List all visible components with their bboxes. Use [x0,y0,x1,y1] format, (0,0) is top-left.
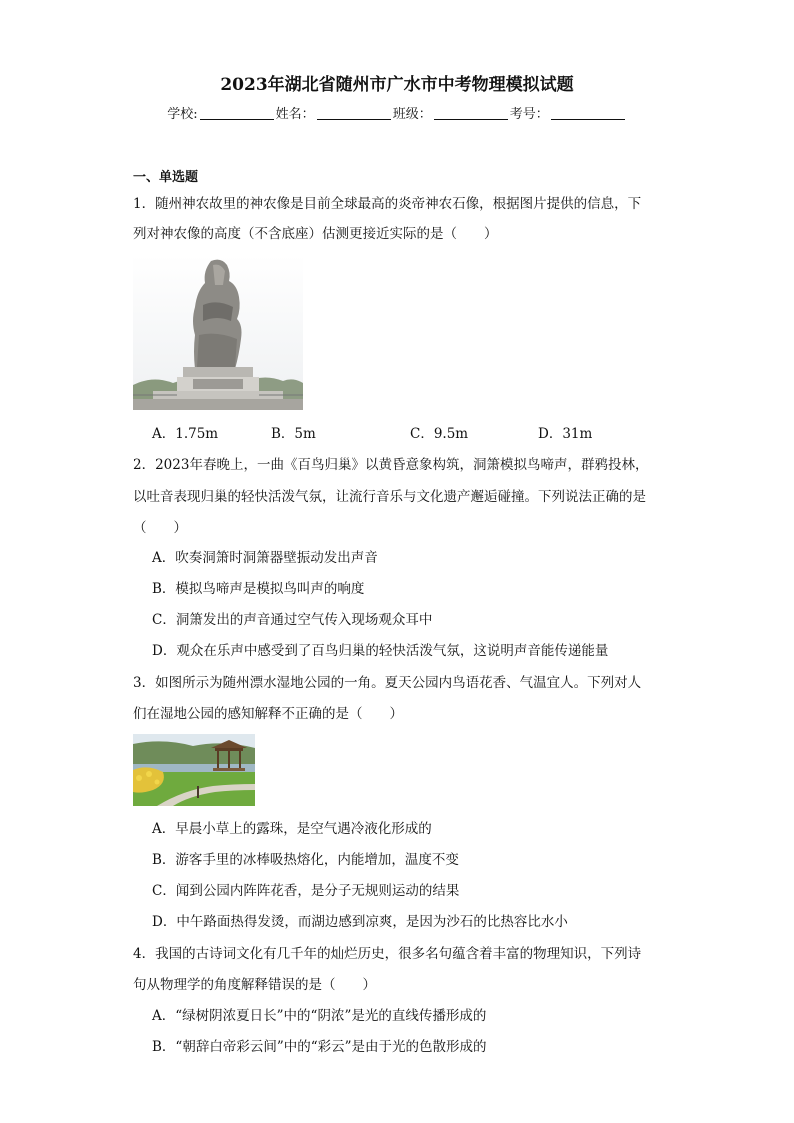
q1-line1: 1．随州神农故里的神农像是目前全球最高的炎帝神农石像，根据图片提供的信息，下 [133,196,642,212]
class-blank[interactable] [434,107,508,120]
park-picture [133,734,255,806]
q2-line2: 以吐音表现归巢的轻快活泼气氛，让流行音乐与文化遗产邂逅碰撞。下列说法正确的是 [133,489,646,505]
section-heading: 一、单选题 [133,170,199,185]
q4-option-a[interactable]: A．“绿树阴浓夏日长”中的“阴浓”是光的直线传播形成的 [152,1008,487,1024]
q2-option-d[interactable]: D．观众在乐声中感受到了百鸟归巢的轻快活泼气氛，这说明声音能传递能量 [152,643,609,659]
q4-option-b[interactable]: B．“朝辞白帝彩云间”中的“彩云”是由于光的色散形成的 [152,1039,487,1055]
q3-option-a[interactable]: A．早晨小草上的露珠，是空气遇冷液化形成的 [152,821,432,837]
q1-option-a[interactable]: A．1.75m [152,426,219,442]
statue-picture [133,255,303,410]
name-blank[interactable] [317,107,391,120]
exam-title: 2023年湖北省随州市广水市中考物理模拟试题 [220,75,574,95]
q3-option-d[interactable]: D．中午路面热得发烫，而湖边感到凉爽，是因为沙石的比热容比水小 [152,914,568,930]
q2-option-c[interactable]: C．洞箫发出的声音通过空气传入现场观众耳中 [152,612,433,628]
number-label: 考号： [509,107,549,122]
q4-line1: 4．我国的古诗词文化有几千年的灿烂历史，很多名句蕴含着丰富的物理知识，下列诗 [133,946,642,962]
class-label: 班级： [392,107,432,122]
q2-line3: （ ） [133,520,187,536]
number-blank[interactable] [551,107,625,120]
q2-line1: 2．2023年春晚上，一曲《百鸟归巢》以黄昏意象构筑，洞箫模拟鸟啼声，群鸦投林， [133,457,649,473]
q3-line1: 3．如图所示为随州漂水湿地公园的一角。夏天公园内鸟语花香、气温宜人。下列对人 [133,675,642,691]
q2-option-a[interactable]: A．吹奏洞箫时洞箫器壁振动发出声音 [152,550,378,566]
q1-line2: 列对神农像的高度（不含底座）估测更接近实际的是（ ） [133,226,498,242]
park-image [133,734,255,806]
q2-option-b[interactable]: B．模拟鸟啼声是模拟鸟叫声的响度 [152,581,365,597]
q3-option-c[interactable]: C．闻到公园内阵阵花香，是分子无规则运动的结果 [152,883,460,899]
name-label: 姓名： [275,107,315,122]
q3-option-b[interactable]: B．游客手里的冰棒吸热熔化，内能增加，温度不变 [152,852,459,868]
statue-image [133,255,303,410]
school-blank[interactable] [200,107,274,120]
student-info-line [0,103,794,122]
q3-line2: 们在湿地公园的感知解释不正确的是（ ） [133,706,403,722]
q4-line2: 句从物理学的角度解释错误的是（ ） [133,977,376,993]
q1-option-d[interactable]: D．31m [538,426,593,442]
q1-option-b[interactable]: B．5m [271,426,316,442]
q1-option-c[interactable]: C．9.5m [410,426,469,442]
school-label: 学校: [167,107,198,122]
